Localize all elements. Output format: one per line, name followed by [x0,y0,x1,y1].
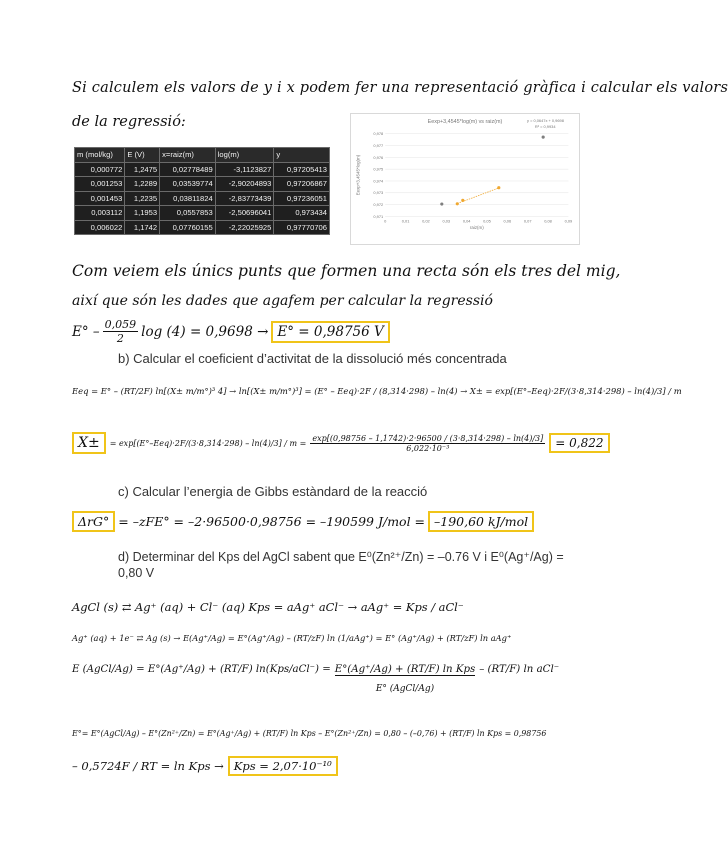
data-point [461,199,464,202]
e0-equation [72,318,390,345]
table-cell: 0,973434 [274,206,330,221]
question-d-line-3c: – (RT/F) ln aCl⁻ [479,664,560,675]
observation-line-1: Com veiem els únics punts que formen una recta són els tres del mig, [72,262,621,280]
question-d-line-5 [72,756,338,776]
table-cell: 0,003112 [75,206,125,221]
question-b-eq1: Eeq = E° – (RT/2F) ln[(X± m/m°)³ 4] → ln[(X± m/m°)³] = (E° – Eeq)·2F / (8,314·298) – ln(4) → X± = exp[(E°–Eeq)·2F/(3·8,314·298) – ln(4)/3] / m [72,386,682,396]
question-b-eq2-fraction [310,434,545,453]
table-header-row [75,148,330,163]
table-header: m (mol/kg) [75,148,125,163]
table-cell: 0,97205413 [274,162,330,177]
regression-chart [350,113,580,245]
table-cell: -2,83773439 [215,191,274,206]
table-row [75,206,330,221]
y-tick-label: 0,971 [373,213,384,219]
y-axis-label: Eexp+3,4545*log(m) [355,154,361,196]
gibbs-result: –190,60 kJ/mol [428,511,534,532]
table-cell: 0,006022 [75,220,125,235]
table-header: log(m) [215,148,274,163]
table-cell: 0,97770706 [274,220,330,235]
y-tick-label: 0,974 [373,178,384,184]
table-cell: 1,1953 [125,206,160,221]
table-cell: 0,001453 [75,191,125,206]
y-tick-label: 0,975 [373,166,384,172]
data-point [497,186,500,189]
question-d-line-4: E°= E°(AgCl/Ag) – E°(Zn²⁺/Zn) = E°(Ag⁺/Ag) + (RT/F) ln Kps – E°(Zn²⁺/Zn) = 0,80 – (–0,76) + (RT/F) ln Kps = 0,98756 [72,729,547,738]
table-cell: 0,97206867 [274,177,330,192]
table-cell: 0,02778489 [160,162,216,177]
table-cell: -3,1123827 [215,162,274,177]
x-tick-label: 0,01 [401,218,410,224]
question-d-line-5a: – 0,5724F / RT = ln Kps → [72,759,224,773]
table-cell: 0,03811824 [160,191,216,206]
x-tick-label: 0,04 [462,218,471,224]
x-tick-label: 0,03 [442,218,451,224]
table-cell: 0,0557853 [160,206,216,221]
x-tick-label: 0,02 [422,218,430,224]
e0-fraction [103,318,139,345]
e0-lhs: E° – [72,323,100,340]
table-header: y [274,148,330,163]
table-cell: 0,001253 [75,177,125,192]
table-cell: 0,000772 [75,162,125,177]
data-table [74,147,330,235]
observation-line-2: així que són les dades que agafem per calcular la regressió [72,293,493,309]
standard-potential-brace-group [335,664,475,694]
table-cell: 1,2235 [125,191,160,206]
table-row [75,177,330,192]
chart-equation: y = 0,0647x + 0,9698 [527,117,564,123]
question-b-eq2-mid: = exp[(E°–Eeq)·2F/(3·8,314·298) – ln(4)/3] / m = [109,438,307,448]
table-row [75,220,330,235]
table-cell: 1,2289 [125,177,160,192]
x-tick-label: 0,09 [564,218,573,224]
table-header: E (V) [125,148,160,163]
table-cell: 1,2475 [125,162,160,177]
table-cell: -2,50696041 [215,206,274,221]
table-row [75,162,330,177]
table-cell: 1,1742 [125,220,160,235]
gibbs-eq: = –zFE° = –2·96500·0,98756 = –190599 J/mol = [118,514,426,529]
kps-result: Kps = 2,07·10⁻¹⁰ [228,756,338,776]
x-tick-label: 0,07 [523,218,532,224]
y-tick-label: 0,973 [373,190,384,196]
table-cell: 0,03539774 [160,177,216,192]
question-b-title: b) Calcular el coeficient d’activitat de la dissolució més concentrada [118,351,507,366]
y-tick-label: 0,978 [373,131,384,137]
table-cell: -2,22025925 [215,220,274,235]
question-b-eq2-den: 6,022·10⁻³ [406,443,450,453]
e0-rest: log (4) = 0,9698 → [141,323,269,340]
x-tick-label: 0,08 [544,218,552,224]
table-cell: -2,90204893 [215,177,274,192]
gibbs-symbol: ΔrG° [72,511,115,532]
chart-r2: R² = 0,9934 [534,123,556,129]
y-tick-label: 0,977 [373,142,384,148]
e0-result: E° = 0,98756 V [271,321,389,343]
question-d-line-1: AgCl (s) ⇄ Ag⁺ (aq) + Cl⁻ (aq) Kps = aAg⁺ aCl⁻ → aAg⁺ = Kps / aCl⁻ [72,600,464,614]
intro-line-2: de la regressió: [72,114,186,130]
question-b-eq2-num: exp[(0,98756 – 1,1742)·2·96500 / (3·8,314·298) – ln(4)/3] [312,433,544,443]
table-cell: 0,97236051 [274,191,330,206]
question-d-line-3b: E°(Ag⁺/Ag) + (RT/F) ln Kps [334,664,476,675]
data-point [440,202,443,205]
question-d-title: d) Determinar del Kps del AgCl sabent que E⁰(Zn²⁺/Zn) = –0.76 V i E⁰(Ag⁺/Ag) = [118,550,564,564]
e0-frac-num: 0,059 [104,318,137,331]
brace-label: E° (AgCl/Ag) [375,684,435,694]
y-tick-label: 0,972 [373,202,384,208]
e0-frac-den: 2 [116,332,124,345]
table-row [75,191,330,206]
question-d-line-2: Ag⁺ (aq) + 1e⁻ ⇄ Ag (s) → E(Ag⁺/Ag) = E°(Ag⁺/Ag) – (RT/zF) ln (1/aAg⁺) = E° (Ag⁺/Ag) + (RT/zF) ln aAg⁺ [72,633,512,643]
gibbs-equation [72,511,534,532]
x-tick-label: 0,06 [503,218,512,224]
chart-title: Eexp+3,4545*log(m) vs raiz(m) [427,118,503,125]
table-header: x=raiz(m) [160,148,216,163]
activity-coefficient-result: = 0,822 [549,433,609,453]
question-b-eq2 [72,432,610,454]
x-tick-label: 0 [384,218,387,224]
data-point [456,202,459,205]
x-tick-label: 0,05 [483,218,491,224]
question-d-title-2: 0,80 V [118,566,155,580]
x-axis-label: raiz(m) [469,225,484,231]
data-point [542,136,545,139]
intro-line-1: Si calculem els valors de y i x podem fer una representació gràfica i calcular els valors [72,80,728,96]
question-d-line-3 [72,664,559,694]
table-cell: 0,07760155 [160,220,216,235]
question-c-title: c) Calcular l’energia de Gibbs estàndard de la reacció [118,484,428,499]
question-d-line-3a: E (AgCl/Ag) = E°(Ag⁺/Ag) + (RT/F) ln(Kps/aCl⁻) = [72,664,331,675]
y-tick-label: 0,976 [373,154,384,160]
chart-svg [351,114,579,244]
x-pm-symbol: X± [72,432,106,454]
